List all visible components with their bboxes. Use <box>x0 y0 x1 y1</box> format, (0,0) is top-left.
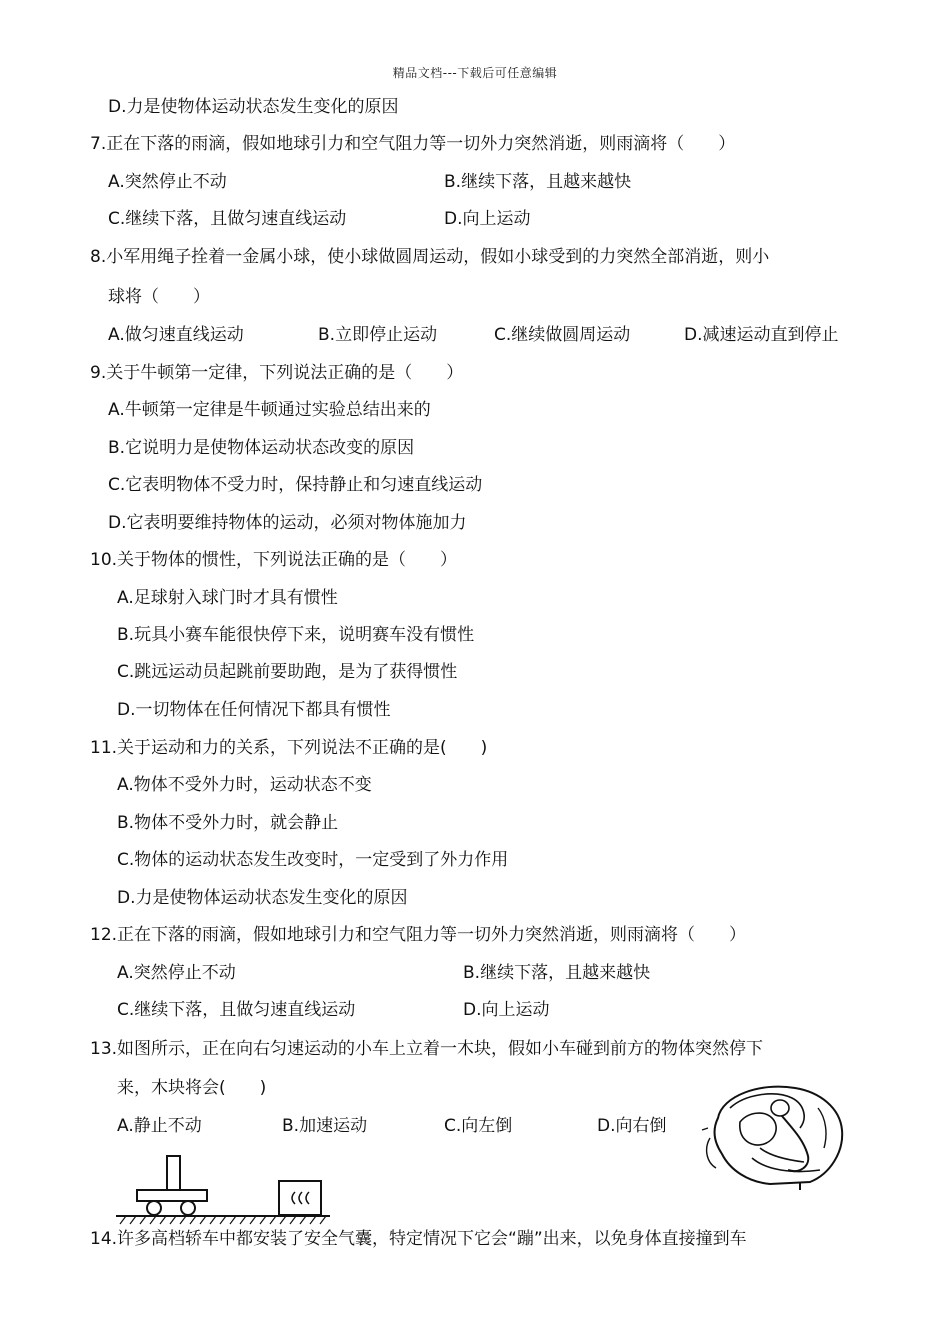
q11-option-d: D.力是使物体运动状态发生变化的原因 <box>117 888 408 908</box>
q7-option-c: C.继续下落，且做匀速直线运动 <box>108 209 347 229</box>
q9-option-b: B.它说明力是使物体运动状态改变的原因 <box>108 438 415 458</box>
cart-block-figure <box>112 1152 334 1228</box>
wooden-block <box>167 1156 180 1190</box>
q7-stem: 7.正在下落的雨滴，假如地球引力和空气阻力等一切外力突然消逝，则雨滴将（ ） <box>90 134 736 154</box>
cart-wheel-right <box>181 1201 195 1215</box>
q8-option-c: C.继续做圆周运动 <box>494 325 631 345</box>
q13-option-a: A.静止不动 <box>117 1116 202 1136</box>
q9-option-c: C.它表明物体不受力时，保持静止和匀速直线运动 <box>108 475 483 495</box>
q11-option-c: C.物体的运动状态发生改变时，一定受到了外力作用 <box>117 850 509 870</box>
cart-body <box>137 1190 207 1201</box>
q13-option-d: D.向右倒 <box>597 1116 667 1136</box>
q7-option-a: A.突然停止不动 <box>108 172 227 192</box>
q7-option-d: D.向上运动 <box>444 209 531 229</box>
q9-option-d: D.它表明要维持物体的运动，必须对物体施加力 <box>108 513 467 533</box>
q12-stem: 12.正在下落的雨滴，假如地球引力和空气阻力等一切外力突然消逝，则雨滴将（ ） <box>90 925 747 945</box>
q11-stem: 11.关于运动和力的关系，下列说法不正确的是( ) <box>90 738 488 758</box>
q8-option-d: D.减速运动直到停止 <box>684 325 839 345</box>
q13-stem: 13.如图所示，正在向右匀速运动的小车上立着一木块，假如小车碰到前方的物体突然停下 <box>90 1039 764 1059</box>
q13-option-c: C.向左倒 <box>444 1116 513 1136</box>
airbag-illustration <box>700 1078 850 1190</box>
q12-option-c: C.继续下落，且做匀速直线运动 <box>117 1000 356 1020</box>
q12-option-a: A.突然停止不动 <box>117 963 236 983</box>
q10-option-d: D.一切物体在任何情况下都具有惯性 <box>117 700 391 720</box>
q8-stem: 8.小军用绳子拴着一金属小球，使小球做圆周运动，假如小球受到的力突然全部消逝，则小 <box>90 247 770 267</box>
q11-option-b: B.物体不受外力时，就会静止 <box>117 813 339 833</box>
q12-option-d: D.向上运动 <box>463 1000 550 1020</box>
q8-option-a: A.做匀速直线运动 <box>108 325 244 345</box>
q13-option-b: B.加速运动 <box>282 1116 368 1136</box>
q12-option-b: B.继续下落，且越来越快 <box>463 963 651 983</box>
q10-option-c: C.跳远运动员起跳前要助跑，是为了获得惯性 <box>117 662 458 682</box>
q14-stem: 14.许多高档轿车中都安装了安全气囊，特定情况下它会“蹦”出来，以免身体直接撞到车 <box>90 1229 747 1249</box>
page-header: 精品文档---下载后可任意编辑 <box>392 66 558 80</box>
q10-option-a: A.足球射入球门时才具有惯性 <box>117 588 338 608</box>
q13-stem-continued: 来，木块将会( ) <box>117 1078 267 1098</box>
q7-option-b: B.继续下落，且越来越快 <box>444 172 632 192</box>
q9-stem: 9.关于牛顿第一定律，下列说法正确的是（ ） <box>90 363 464 383</box>
q9-option-a: A.牛顿第一定律是牛顿通过实验总结出来的 <box>108 400 431 420</box>
q6-option-d: D.力是使物体运动状态发生变化的原因 <box>108 97 399 117</box>
q10-stem: 10.关于物体的惯性，下列说法正确的是（ ） <box>90 550 458 570</box>
q10-option-b: B.玩具小赛车能很快停下来，说明赛车没有惯性 <box>117 625 475 645</box>
q8-option-b: B.立即停止运动 <box>318 325 438 345</box>
q11-option-a: A.物体不受外力时，运动状态不变 <box>117 775 372 795</box>
obstacle-box <box>279 1181 321 1215</box>
cart-wheel-left <box>147 1201 161 1215</box>
q8-stem-continued: 球将（ ） <box>108 287 210 307</box>
